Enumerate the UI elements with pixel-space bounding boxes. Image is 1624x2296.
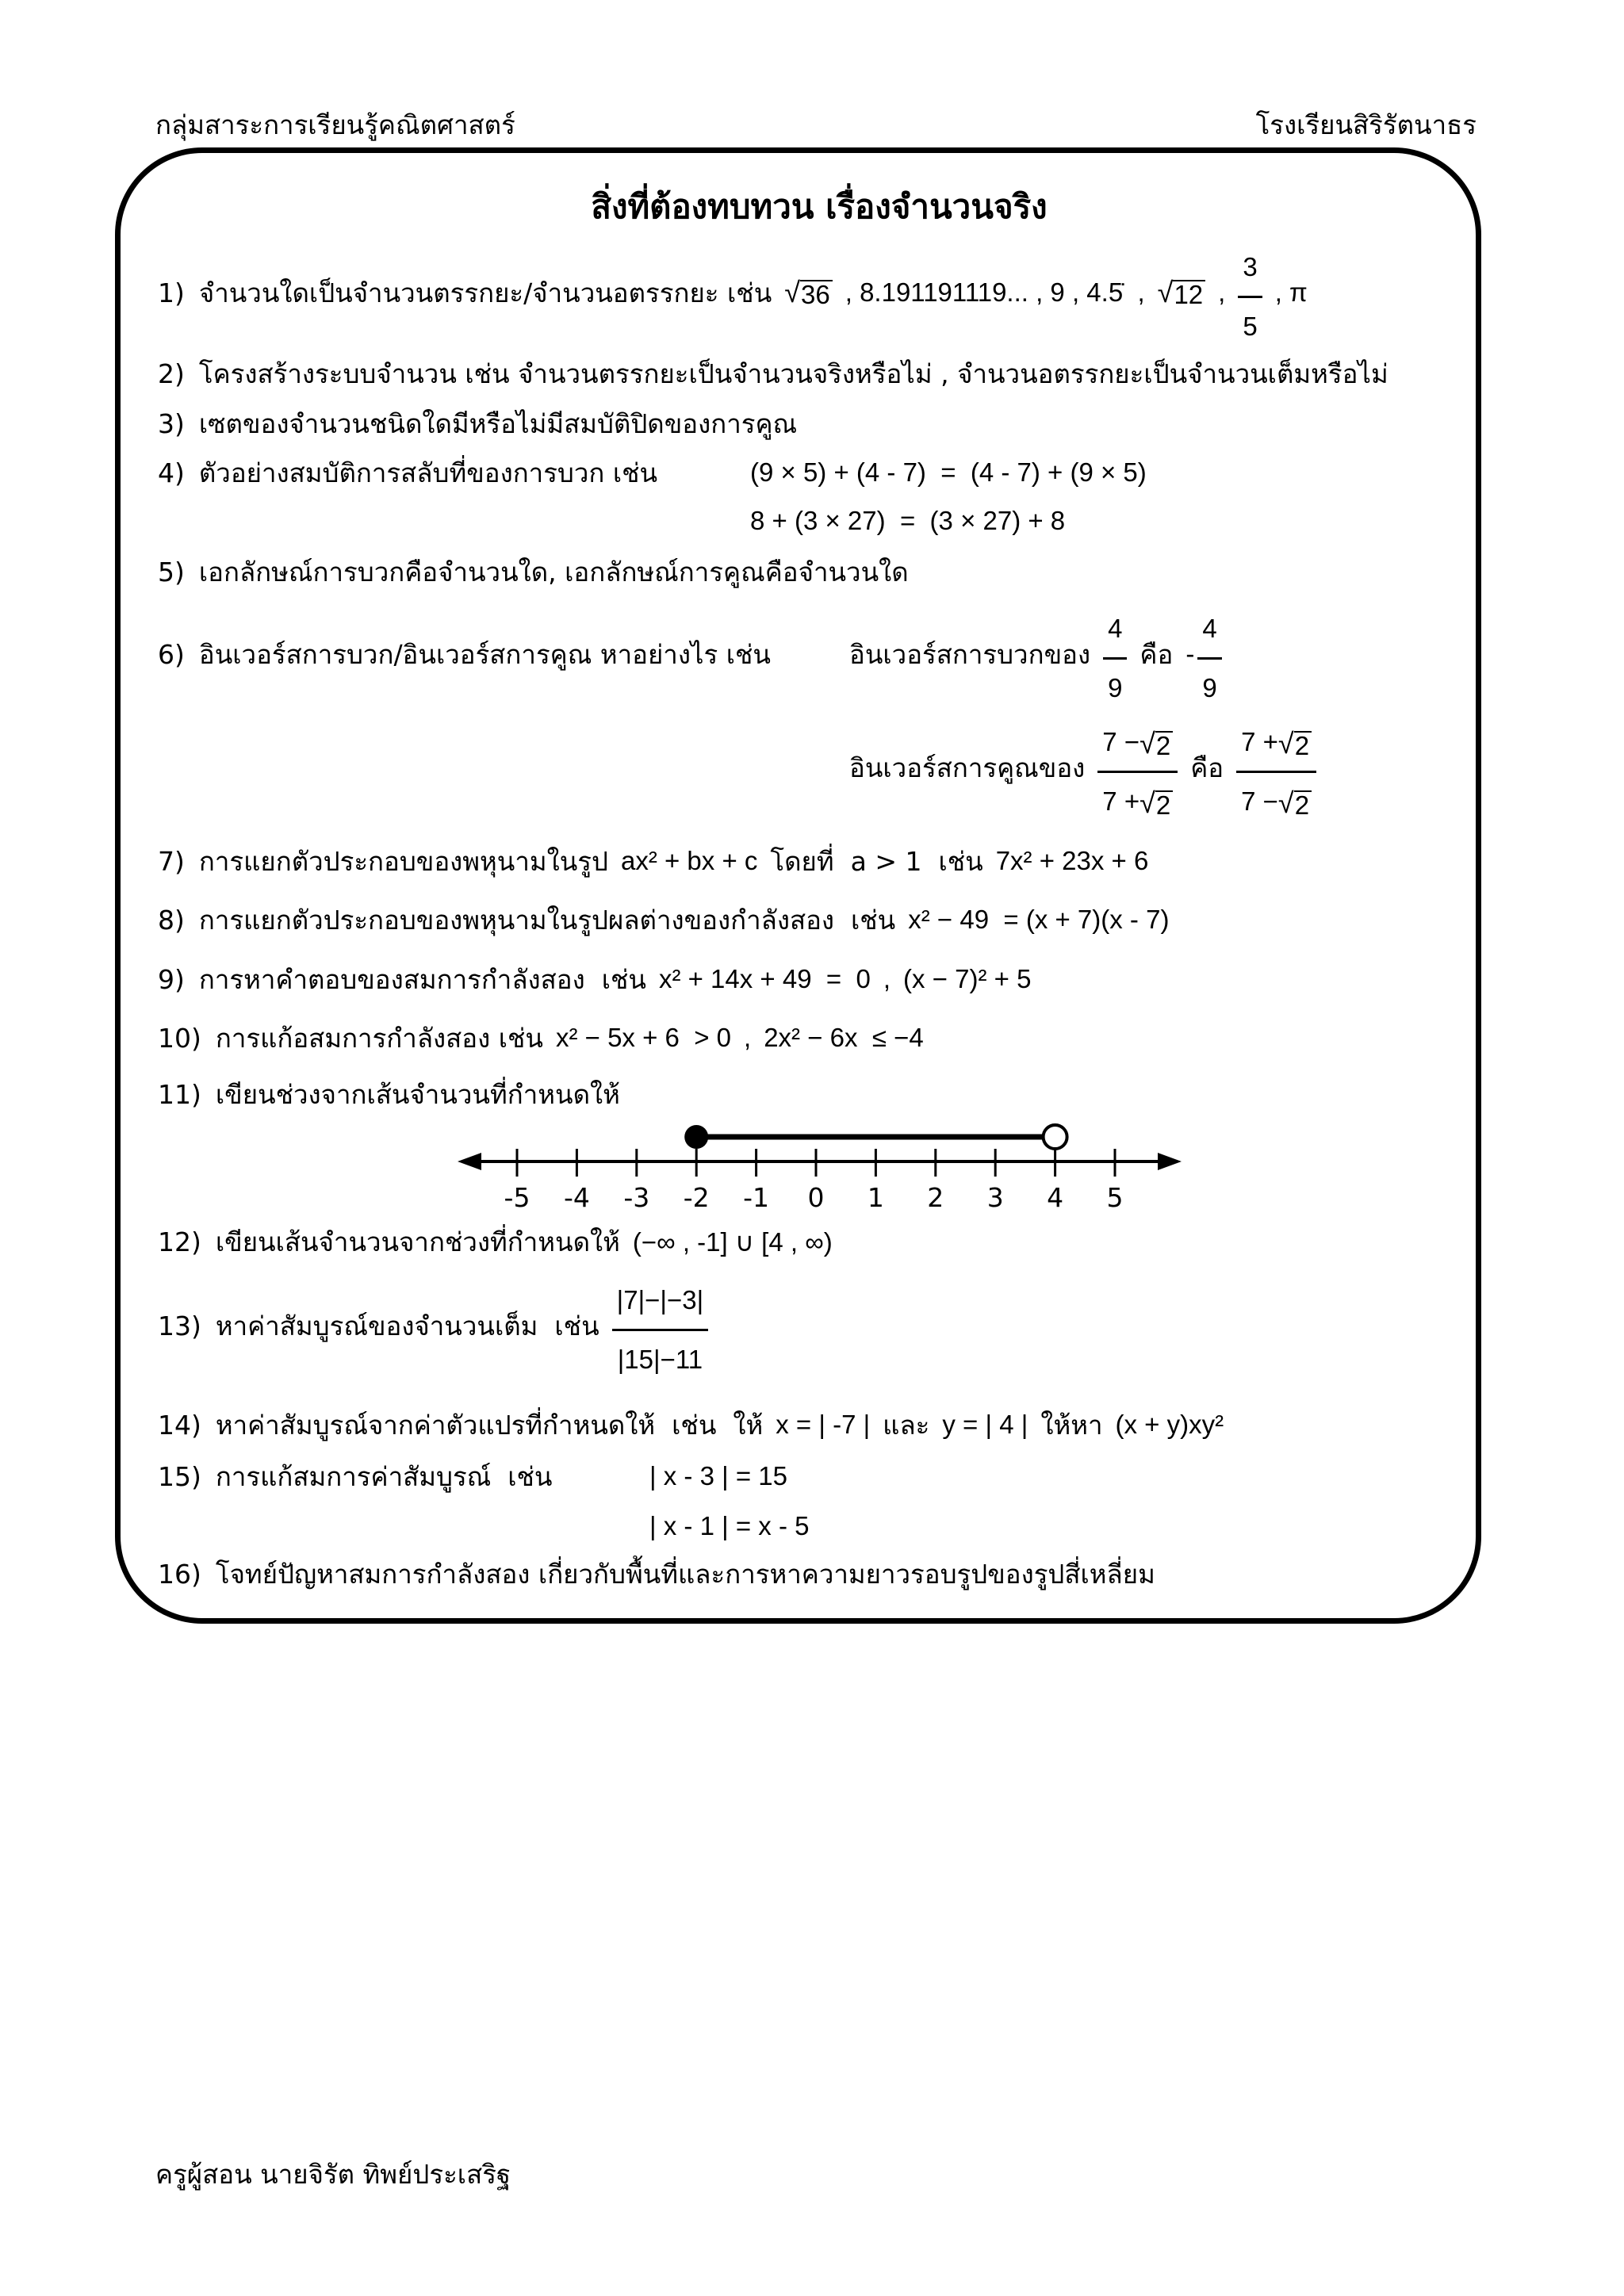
radical-sign: √ [784, 276, 801, 308]
radicand: 2 [1155, 790, 1173, 819]
denominator [1236, 773, 1316, 819]
sqrt-expression [1278, 728, 1312, 760]
item-number: 1) [158, 277, 185, 308]
inequality: 2x² − 6x ≤ −4 [764, 1023, 924, 1052]
item-number: 13) [158, 1310, 201, 1341]
item-2 [158, 354, 1388, 392]
closed-endpoint [684, 1125, 708, 1149]
item-text: หาค่าสัมบูรณ์จากค่าตัวแปรที่กำหนดให้ เช่น ให้ [215, 1409, 764, 1441]
item-4 [158, 453, 657, 492]
item-number: 14) [158, 1409, 201, 1441]
item-16 [158, 1555, 1155, 1593]
item-text: โจทย์ปัญหาสมการกำลังสอง เกี่ยวกับพื้นที่และการหาความยาวรอบรูปของรูปสี่เหลี่ยม [215, 1558, 1155, 1590]
equation: x² + 14x + 49 = 0 [658, 964, 871, 993]
numerator: |7|−|−3| [612, 1283, 709, 1331]
item-text: การแยกตัวประกอบของพหุนามในรูปผลต่างของกำลังสอง เช่น [198, 904, 896, 936]
radicand: 2 [1294, 731, 1312, 760]
variable-definition: y = | 4 | [942, 1410, 1028, 1439]
numerator: 3 [1238, 250, 1262, 298]
fraction [1103, 611, 1127, 706]
variable-definition: x = | -7 | [776, 1410, 871, 1439]
page-title: สิ่งที่ต้องทบทวน เรื่องจำนวนจริง [591, 187, 1048, 226]
example-label: อินเวอร์สการคูณของ [849, 752, 1086, 783]
inequality: x² − 5x + 6 > 0 [555, 1023, 732, 1052]
item-number: 3) [158, 408, 185, 439]
tick-label: -4 [563, 1182, 590, 1213]
radicand: 2 [1294, 790, 1312, 819]
item-3 [158, 404, 797, 442]
negative-sign: - [1185, 639, 1195, 668]
item-text: เอกลักษณ์การบวกคือจำนวนใด, เอกลักษณ์การคูณคือจำนวนใด [198, 556, 909, 587]
target-expression: (x + y)xy² [1115, 1410, 1224, 1439]
equation: | x - 3 | = 15 [649, 1461, 787, 1490]
is-label: คือ [1190, 752, 1224, 783]
fraction [1097, 725, 1178, 819]
example-label: อินเวอร์สการบวกของ [849, 638, 1091, 670]
item-number: 16) [158, 1558, 201, 1590]
item-text: และ [883, 1409, 930, 1441]
absolute-equation-2 [649, 1507, 809, 1545]
interval-expression: (−∞ , -1] ∪ [4 , ∞) [632, 1226, 833, 1257]
additive-inverse-example [849, 613, 1222, 702]
item-text: โดยที่ a > 1 เช่น [770, 845, 983, 877]
open-endpoint [1044, 1125, 1067, 1149]
number-list-tail: , π [1274, 277, 1308, 307]
item-5 [158, 553, 909, 591]
radicand: 2 [1155, 731, 1173, 760]
sqrt-expression [1278, 787, 1312, 819]
tick-label: 5 [1106, 1182, 1124, 1213]
denominator: 9 [1108, 672, 1123, 702]
polynomial-expression: ax² + bx + c [620, 846, 758, 875]
item-text: การหาคำตอบของสมการกำลังสอง เช่น [198, 963, 646, 995]
item-text: การแก้สมการค่าสัมบูรณ์ เช่น [215, 1460, 553, 1492]
item-6 [158, 635, 771, 673]
tick-label: 3 [986, 1182, 1004, 1213]
item-number: 8) [158, 904, 185, 936]
item-number: 11) [158, 1078, 201, 1110]
commutative-example-1 [750, 453, 1147, 492]
item-11 [158, 1075, 620, 1113]
radical-sign: √ [1139, 786, 1155, 819]
fraction [1236, 725, 1316, 819]
radicand: 36 [800, 280, 833, 308]
tick-label: 4 [1047, 1182, 1064, 1213]
equation: (x − 7)² + 5 [903, 964, 1032, 993]
numerator [1097, 725, 1178, 773]
subject-group-header: กลุ่มสาระการเรียนรู้คณิตศาสตร์ [155, 109, 515, 140]
tick-label: -1 [743, 1182, 770, 1213]
item-text: ให้หา [1040, 1409, 1103, 1441]
item-10 [158, 1019, 924, 1057]
item-text: หาค่าสัมบูรณ์ของจำนวนเต็ม เช่น [215, 1310, 599, 1341]
item-text: จำนวนใดเป็นจำนวนตรรกยะ/จำนวนอตรรกยะ เช่น [198, 277, 772, 308]
tick-label: 0 [807, 1182, 825, 1213]
item-text: เซตของจำนวนชนิดใดมีหรือไม่มีสมบัติปิดของการคูณ [198, 408, 798, 439]
tick-label: -5 [504, 1182, 530, 1213]
item-14 [158, 1406, 1224, 1444]
school-name-header: โรงเรียนสิริรัตนาธร [1255, 109, 1477, 140]
left-arrow-icon [458, 1153, 481, 1170]
item-text: ตัวอย่างสมบัติการสลับที่ของการบวก เช่น [198, 457, 658, 488]
separator: , [744, 1023, 752, 1052]
sqrt-expression [1139, 728, 1173, 760]
radical-sign: √ [1277, 786, 1294, 819]
separator: , [883, 964, 891, 993]
item-text: เขียนเส้นจำนวนจากช่วงที่กำหนดให้ [215, 1226, 620, 1257]
item-text: การแยกตัวประกอบของพหุนามในรูป [198, 845, 608, 877]
item-8 [158, 901, 1169, 939]
numerator: 4 [1197, 611, 1221, 660]
sqrt-expression [784, 277, 832, 308]
denominator: |15|−11 [617, 1344, 703, 1374]
denominator-integer: 7 − [1241, 786, 1278, 816]
item-9 [158, 960, 1031, 998]
sqrt-expression [1158, 277, 1205, 308]
item-number: 9) [158, 963, 185, 995]
numerator [1236, 725, 1316, 773]
item-text: อินเวอร์สการบวก/อินเวอร์สการคูณ หาอย่างไร เช่น [198, 638, 771, 670]
fraction [612, 1283, 709, 1377]
item-1 [158, 251, 1308, 341]
item-number: 2) [158, 358, 185, 389]
fraction [1197, 611, 1221, 706]
commutative-example-2 [750, 502, 1065, 540]
number-line [428, 1110, 1221, 1229]
denominator-integer: 7 + [1102, 786, 1140, 816]
item-number: 12) [158, 1226, 201, 1257]
sqrt-expression [1139, 787, 1173, 819]
equation: (9 × 5) + (4 - 7) = (4 - 7) + (9 × 5) [750, 457, 1147, 487]
tick-label: -2 [683, 1182, 710, 1213]
item-number: 7) [158, 845, 185, 877]
number-list: , 8.191191119... , 9 , 4.5̇ , [845, 277, 1145, 307]
item-number: 10) [158, 1022, 201, 1054]
item-7 [158, 842, 1148, 880]
equation: 8 + (3 × 27) = (3 × 27) + 8 [750, 506, 1066, 535]
polynomial-expression: x² − 49 = (x + 7)(x - 7) [908, 905, 1170, 934]
radical-sign: √ [1139, 726, 1155, 760]
item-15 [158, 1457, 553, 1495]
multiplicative-inverse-example [849, 726, 1316, 820]
item-number: 15) [158, 1460, 201, 1492]
item-13 [158, 1284, 708, 1374]
fraction [1238, 250, 1262, 344]
tick-label: 1 [867, 1182, 884, 1213]
tick-label: -3 [623, 1182, 650, 1213]
item-text: โครงสร้างระบบจำนวน เช่น จำนวนตรรกยะเป็นจำนวนจริงหรือไม่ , จำนวนอตรรกยะเป็นจำนวนเต็มหรือไม่ [198, 358, 1388, 389]
radical-sign: √ [1157, 276, 1174, 308]
item-12 [158, 1223, 833, 1261]
item-number: 4) [158, 457, 185, 488]
teacher-footer: ครูผู้สอน นายจิรัต ทิพย์ประเสริฐ [155, 2159, 511, 2190]
tick-label: 2 [927, 1182, 944, 1213]
denominator [1097, 773, 1178, 819]
right-arrow-icon [1158, 1153, 1182, 1170]
numerator: 4 [1103, 611, 1127, 660]
numerator-integer: 7 − [1102, 726, 1140, 756]
item-number: 5) [158, 556, 185, 587]
numerator-integer: 7 + [1241, 726, 1278, 756]
denominator: 5 [1243, 311, 1258, 341]
is-label: คือ [1139, 638, 1174, 670]
separator: , [1218, 277, 1226, 307]
polynomial-expression: 7x² + 23x + 6 [995, 846, 1149, 875]
equation: | x - 1 | = x - 5 [649, 1511, 810, 1540]
item-number: 6) [158, 638, 185, 670]
item-text: เขียนช่วงจากเส้นจำนวนที่กำหนดให้ [215, 1078, 620, 1110]
denominator: 9 [1202, 672, 1217, 702]
absolute-equation-1 [649, 1457, 787, 1495]
item-text: การแก้อสมการกำลังสอง เช่น [215, 1022, 543, 1054]
radicand: 12 [1173, 280, 1205, 308]
radical-sign: √ [1277, 726, 1294, 760]
